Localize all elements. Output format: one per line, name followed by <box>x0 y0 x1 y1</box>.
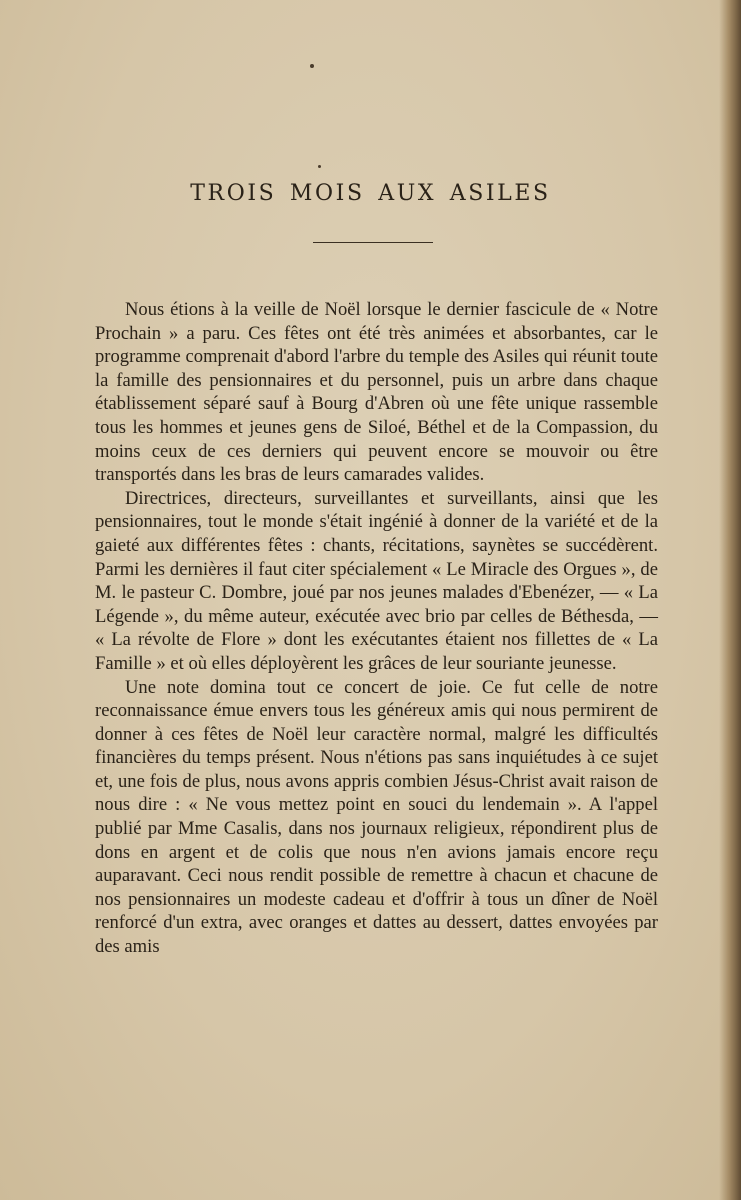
chapter-title: TROIS MOIS AUX ASILES <box>190 181 551 206</box>
ink-dot <box>318 165 321 168</box>
title-rule <box>313 242 433 243</box>
ink-dot <box>310 64 314 68</box>
page-edge-shadow <box>719 0 741 1200</box>
paragraph: Une note domina tout ce concert de joie. Ce fut celle de notre reconnaissance émue envers tous les généreux amis qui nous permirent de donner à ces fêtes de Noël leur caractère normal, malgré les difficultés financières du temps présent. Nous n'étions pas sans inquiétudes à ce sujet et, une fois de plus, nous avons appris combien Jésus-Christ avait raison de nous dire : « Ne vous mettez point en souci du lendemain ». A l'appel publié par Mme Casalis, dans nos journaux religieux, répondirent plus de dons en argent et de colis que nous n'en avions jamais encore reçu auparavant. Ceci nous rendit possible de remettre à chacun et chacune de nos pensionnaires un modeste cadeau et d'offrir à tous un dîner de Noël renforcé d'un extra, avec oranges et dattes au dessert, dattes envoyées par des amis <box>95 676 658 958</box>
paragraph: Directrices, directeurs, surveillantes et surveillants, ainsi que les pensionnaires, tout le monde s'était ingénié à donner de la variété et de la gaieté aux différentes fêtes : chants, récitations, saynètes se succédèrent. Parmi les dernières il faut citer spécialement « Le Miracle des Orgues », de M. le pasteur C. Dombre, joué par nos jeunes malades d'Ebenézer, — « La Légende », du même auteur, exécutée avec brio par celles de Béthesda, — « La révolte de Flore » dont les exécutantes étaient nos fillettes de « La Famille » et où elles déployèrent les grâces de leur souriante jeunesse. <box>95 487 658 674</box>
body-text <box>95 298 658 959</box>
paragraph: Nous étions à la veille de Noël lorsque le dernier fascicule de « Notre Prochain » a paru. Ces fêtes ont été très animées et absorbantes, car le programme comprenait d'abord l'arbre du temple des Asiles qui réunit toute la famille des pensionnaires et du personnel, puis un arbre dans chaque établissement séparé sauf à Bourg d'Abren où une fête unique rassemble tous les hommes et jeunes gens de Siloé, Béthel et de la Compassion, du moins ceux de ces derniers qui peuvent encore se mouvoir ou être transportés dans les bras de leurs camarades valides. <box>95 299 658 486</box>
